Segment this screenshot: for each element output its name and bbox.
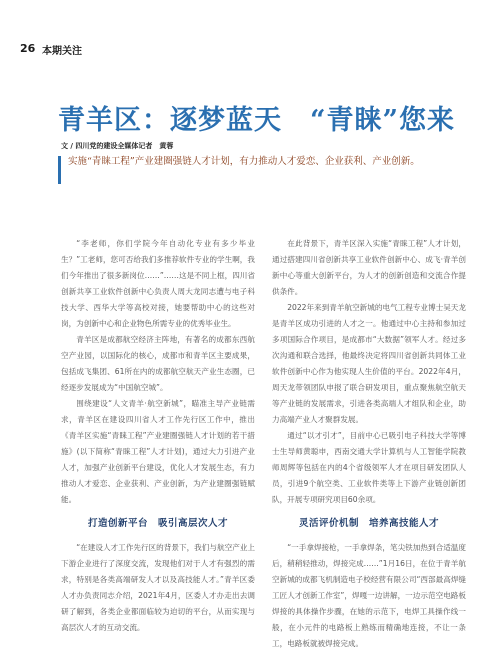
lead-text: 实施“青睐工程”产业建圈强链人才计划，有力推动人才爱恋、企业获利、产业创新。 [68,156,420,167]
article-title: 青羊区：逐梦蓝天 “青睐”您来 [58,105,456,136]
section-heading: 灵活评价机制 培养高技能人才 [298,518,439,529]
lead-block [58,154,454,169]
paragraph: “在建设人才工作先行区的背景下，我们与航空产业上下游企业进行了深度交流，发现他们对于人才有强烈的需求，特别是各类高端研发人才以及高技能人才。”青羊区委人才办负责同志介绍，2021年4月，区委人才办走出去调研了解到，各类企业都面临较为迫切的平台，从而实现与高层次人才的互动交流。 [61,543,255,632]
left-column [61,236,255,636]
paragraph: 围绕建设“人文青羊·航空新城”，瞄准主导产业链需求，青羊区在建设四川省人才工作先行区工作中，推出《青羊区实施“青睐工程”产业建圈强链人才计划的若干措施》(以下简称“青睐工程”人才计划)，通过大力引进产业人才，加强产业创新平台建设，优化人才发展生态，有力推动人才爱恋、企业获利、产业创新，为产业建圈强链赋能。 [61,399,255,504]
article-byline: 文 / 四川党的建设全媒体记者 黄蓉 [61,142,174,150]
paragraph: 通过“以才引才”，目前中心已吸引电子科技大学等博士生导师黄聪申，西南交通大学计算机与人工智能学院教师周辉等包括在内的4个省级领军人才在项目研发团队人员，引进9个航空类、工业软件类等上下游产业链创新团队，开展专项研究项目60余项。 [272,431,466,504]
header-rule [0,0,496,4]
right-column [272,236,466,652]
paragraph: “一手拿焊接枪，一手拿焊条，笔尖铁加热到合适温度后，稍稍轻推动，焊接完成……”1月16日，在位于青羊航空新城的成都飞机制造电子校经营有限公司“西部最高焊缝工匠人才创新工作室”，焊嘎一边讲解，一边示范空电路板焊接的具体操作步骤，在她的示范下，电焊工具操作线一般，在小元件的电路板上熟练而精确地连接，不让一条工，电路板就被焊接完成。 [272,543,466,648]
section-tag: 本期关注 [42,46,82,57]
paragraph: 在此背景下，青羊区深入实施“青睐工程”人才计划，通过搭建四川省创新共享工业软件创新中心、成飞·青羊创新中心等重大创新平台，为人才的创新创造和交流合作提供条件。 [272,239,466,296]
paragraph: 2022年来到青羊航空新城的电气工程专业博士吴天龙是青羊区成功引进的人才之一。他通过中心主持和参加过多项国际合作项目，是成都市“大数据”领军人才。经过多次沟通和联合选择，他最终决定将四川省创新共同体工业软件创新中心作为他实现人生价值的平台。2022年4月，周天龙带领团队申报了联合研发项目，重点聚焦航空航天等产业链的发展需求，引进各类高端人才组队和企业，助力高端产业人才聚群发展。 [272,303,466,424]
paragraph: 青羊区是成都航空经济主阵地，有著名的成都东西航空产业园，以国际化的核心，成都市和青羊区主要成果，包括成飞集团、61所在内的成都航空航天产业生态圈，已经逐步发展成为“中国航空城”。 [61,335,255,392]
paragraph: “李老师，你们学院今年自动化专业有多少毕业生？”工老师，您可否给我们多推荐软件专业的学生啊，我们今年推出了很多新岗位……”……这是不同上框，四川省创新共享工业软件创新中心负责人周大龙同志遭与电子科技大学、西华大学等高校对接，她要帮助中心的这些对岗，为创新中心和企业物色所需专业的优秀毕业生。 [61,239,255,328]
section-heading: 打造创新平台 吸引高层次人才 [87,518,228,529]
lead-accent-bar [58,156,61,184]
page-number: 26 [20,42,36,55]
